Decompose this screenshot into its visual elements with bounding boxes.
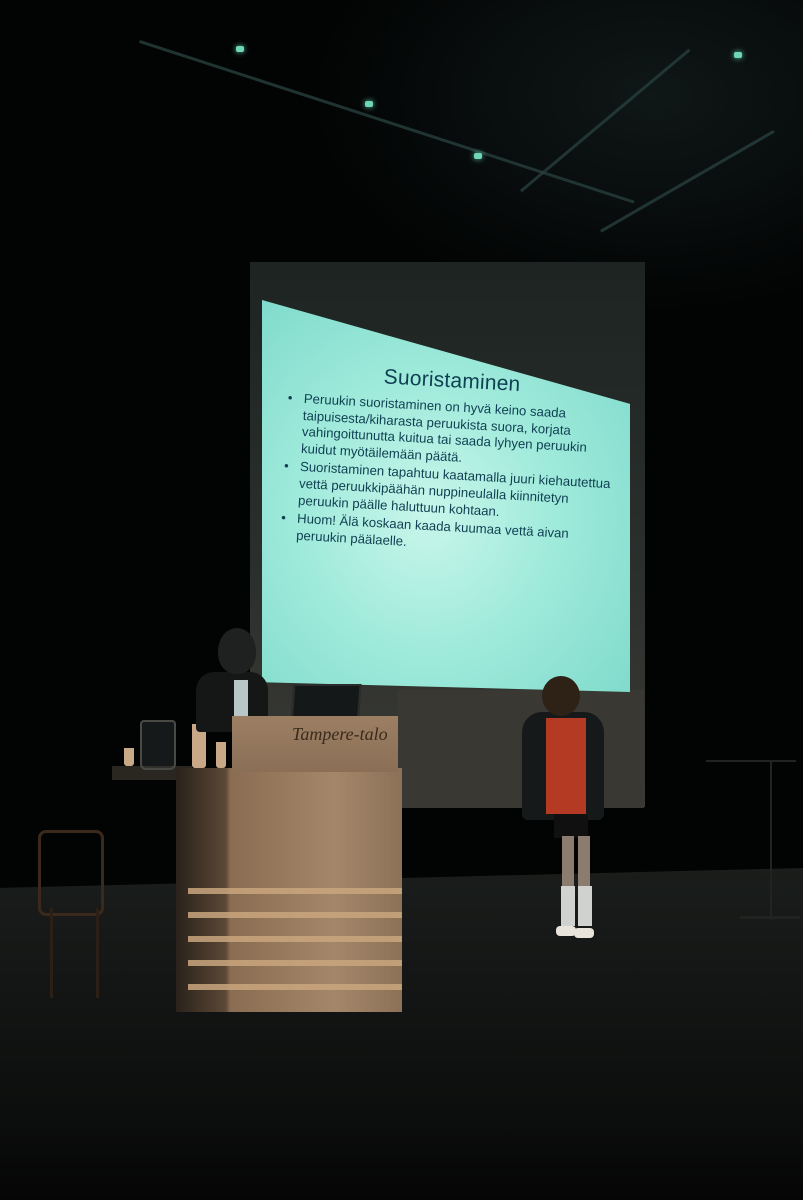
chair-leg xyxy=(50,908,53,998)
speaker-head xyxy=(542,676,580,716)
podium-stripe xyxy=(188,888,402,894)
podium-stripe xyxy=(188,936,402,942)
chair-leg xyxy=(96,908,99,998)
speaker-shoe xyxy=(556,926,576,936)
podium-stripe xyxy=(188,960,402,966)
cup xyxy=(124,748,134,766)
podium-logo: Tampere-talo xyxy=(292,724,388,744)
ceiling-light xyxy=(734,52,742,58)
slide-bullet-text: Peruukin suoristaminen on hyvä keino saada taipuisesta/kiharasta peruukista suora, korjata vahingoittunutta kuitua tai saada lyhyen peruukin kuidut myötäilemään päätä. xyxy=(300,390,588,465)
chair xyxy=(30,830,110,1000)
slide-title: Suoristaminen xyxy=(383,365,522,396)
speaker-skirt xyxy=(554,814,588,838)
speaker-top xyxy=(546,718,586,814)
cup xyxy=(216,742,226,768)
podium-stripe xyxy=(188,912,402,918)
speaker-sock xyxy=(578,886,592,926)
presenter-shirt xyxy=(234,680,248,716)
bullet-marker: • xyxy=(287,390,293,406)
slide-content xyxy=(278,360,618,563)
slide-bullet-text: Huom! Älä koskaan kaada kuumaa vettä aivan peruukin päälaelle. xyxy=(295,510,570,549)
ceiling-light xyxy=(474,153,482,159)
stand-frame xyxy=(740,916,800,919)
speaker-sock xyxy=(561,886,575,926)
projection-screen-lower xyxy=(398,690,644,808)
speaker-shoe xyxy=(574,928,594,938)
bullet-marker: • xyxy=(283,458,290,474)
bullet-marker: • xyxy=(280,510,287,526)
stand-frame xyxy=(706,760,796,762)
podium-stripe xyxy=(188,984,402,990)
ceiling-light xyxy=(365,101,373,107)
slide-bullet-list xyxy=(278,390,616,562)
slide-bullet-text: Suoristaminen tapahtuu kaatamalla juuri kiehautettua vettä peruukkipäähän nuppineulalla kiinnitetyn peruukin päälle haluttuun kohtaan. xyxy=(297,459,611,519)
equipment-stand xyxy=(700,760,800,930)
chair-back xyxy=(38,830,104,916)
presenter-head xyxy=(218,628,256,674)
stand-frame xyxy=(770,760,772,920)
ceiling-light xyxy=(236,46,244,52)
water-pitcher xyxy=(140,720,176,770)
